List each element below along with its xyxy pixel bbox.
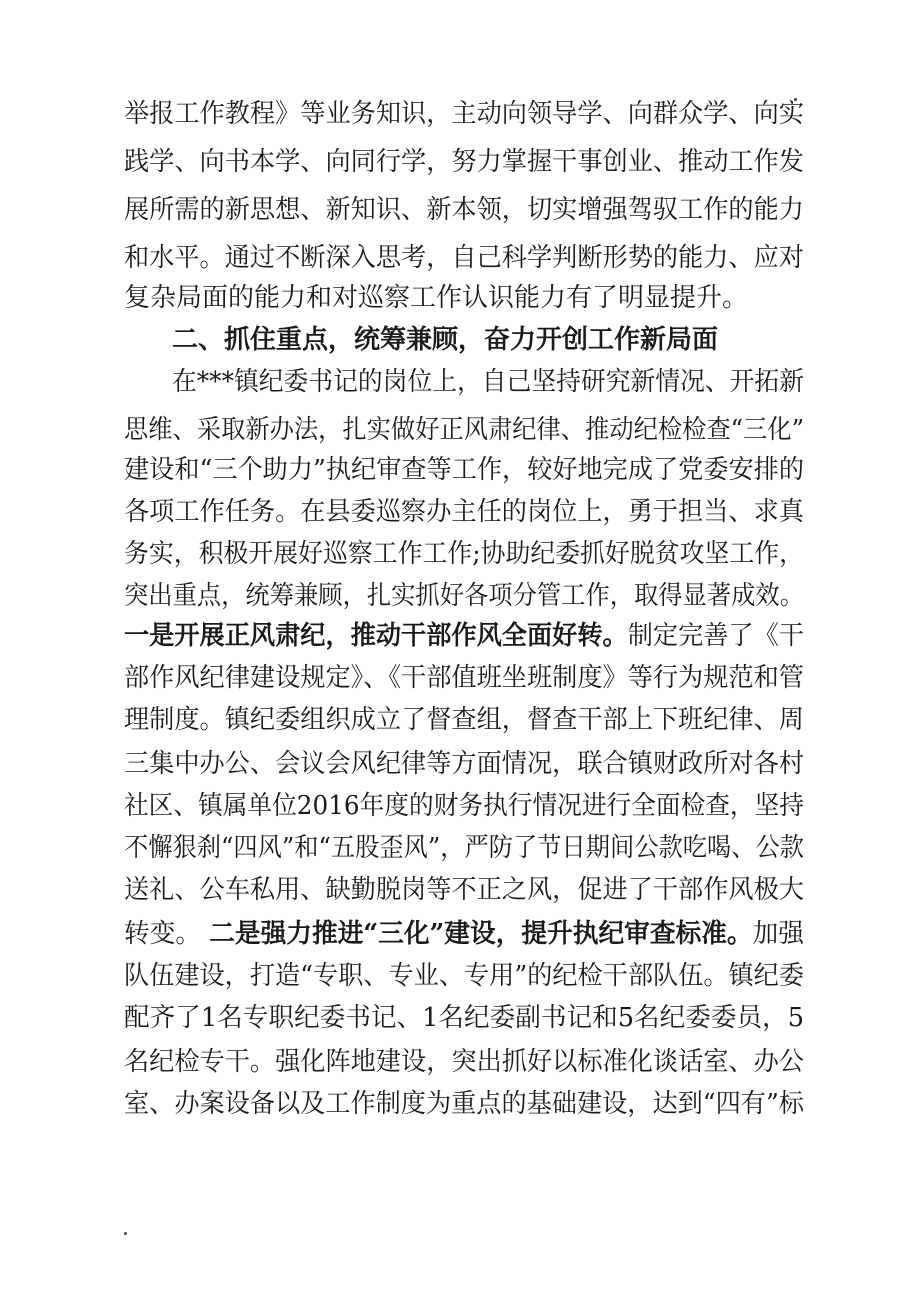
paragraph-line (124, 238, 804, 278)
paragraph-line (124, 1042, 804, 1082)
bold-lead-sentence: 二是强力推进“三化”建设，提升执纪审查标准。 (209, 919, 753, 949)
paragraph-line (124, 576, 804, 616)
paragraph-line (124, 410, 804, 450)
paragraph-line (124, 278, 804, 318)
text-run: 名纪检专干。强化阵地建设，突出抓好以标准化谈话室、办公 (124, 1047, 804, 1077)
paragraph-line (124, 94, 804, 134)
text-run: 展所需的新思想、新知识、新本领，切实增强驾驭工作的能力 (124, 195, 804, 225)
section-heading (172, 320, 852, 360)
paragraph-line (124, 142, 804, 182)
paragraph-line (124, 914, 804, 954)
text-run: 三集中办公、会议会风纪律等方面情况，联合镇财政所对各村 (124, 749, 804, 779)
paragraph-line (124, 700, 804, 740)
text-run: 配齐了1名专职纪委书记、1名纪委副书记和5名纪委委员，5 (124, 1003, 804, 1033)
text-run: 二、抓住重点，统筹兼顾，奋力开创工作新局面 (172, 325, 719, 355)
text-run: 室、办案设备以及工作制度为重点的基础建设，达到“四有”标 (124, 1089, 804, 1119)
text-run: 不懈狠刹“四风”和“五股歪风”，严防了节日期间公款吃喝、公款 (124, 833, 804, 863)
paragraph-line (124, 786, 804, 826)
paragraph-line (124, 956, 804, 996)
text-run: 各项工作任务。在县委巡察办主任的岗位上，勇于担当、求真 (124, 497, 804, 527)
paragraph-line (124, 658, 804, 698)
text-run: 思维、采取新办法，扎实做好正风肃纪律、推动纪检检查“三化” (124, 415, 804, 445)
text-run: 在***镇纪委书记的岗位上，自己坚持研究新情况、开拓新 (172, 367, 804, 397)
text-run: 加强 (752, 919, 804, 949)
text-run: 制定完善了《干 (627, 621, 804, 651)
paragraph-line (124, 744, 804, 784)
text-run: 务实，积极开展好巡察工作工作;协助纪委抓好脱贫攻坚工作， (124, 539, 804, 569)
text-run: 送礼、公车私用、缺勤脱岗等不正之风，促进了干部作风极大 (124, 875, 804, 905)
text-run: 转变。 (124, 919, 210, 949)
text-run: 队伍建设，打造“专职、专业、专用”的纪检干部队伍。镇纪委 (124, 961, 804, 991)
paragraph-line (124, 534, 804, 574)
paragraph-line (124, 828, 804, 868)
text-run: 理制度。镇纪委组织成立了督查组，督查干部上下班纪律、周 (124, 705, 804, 735)
paragraph-line (124, 450, 804, 490)
paragraph-line (124, 870, 804, 910)
paragraph-line (124, 190, 804, 230)
paragraph-line (124, 492, 804, 532)
text-run: 举报工作教程》等业务知识，主动向领导学、向群众学、向实 (124, 99, 804, 129)
text-run: 部作风纪律建设规定》、《干部值班坐班制度》等行为规范和管 (124, 663, 804, 693)
text-run: 践学、向书本学、向同行学，努力掌握干事创业、推动工作发 (124, 147, 804, 177)
paragraph-line (124, 1084, 804, 1124)
text-run: 和水平。通过不断深入思考，自己科学判断形势的能力、应对 (124, 243, 804, 273)
text-run: 突出重点，统筹兼顾，扎实抓好各项分管工作，取得显著成效。 (124, 581, 804, 611)
corner-dot-bottom (124, 1232, 127, 1235)
text-run: 复杂局面的能力和对巡察工作认识能力有了明显提升。 (124, 283, 749, 313)
paragraph-line (124, 616, 804, 656)
paragraph-line (124, 998, 804, 1038)
text-run: 建设和“三个助力”执纪审查等工作，较好地完成了党委安排的 (124, 455, 804, 485)
bold-lead-sentence: 一是开展正风肃纪，推动干部作风全面好转。 (124, 621, 628, 651)
paragraph-line (172, 362, 852, 402)
text-run: 社区、镇属单位2016年度的财务执行情况进行全面检查，坚持 (124, 791, 804, 821)
